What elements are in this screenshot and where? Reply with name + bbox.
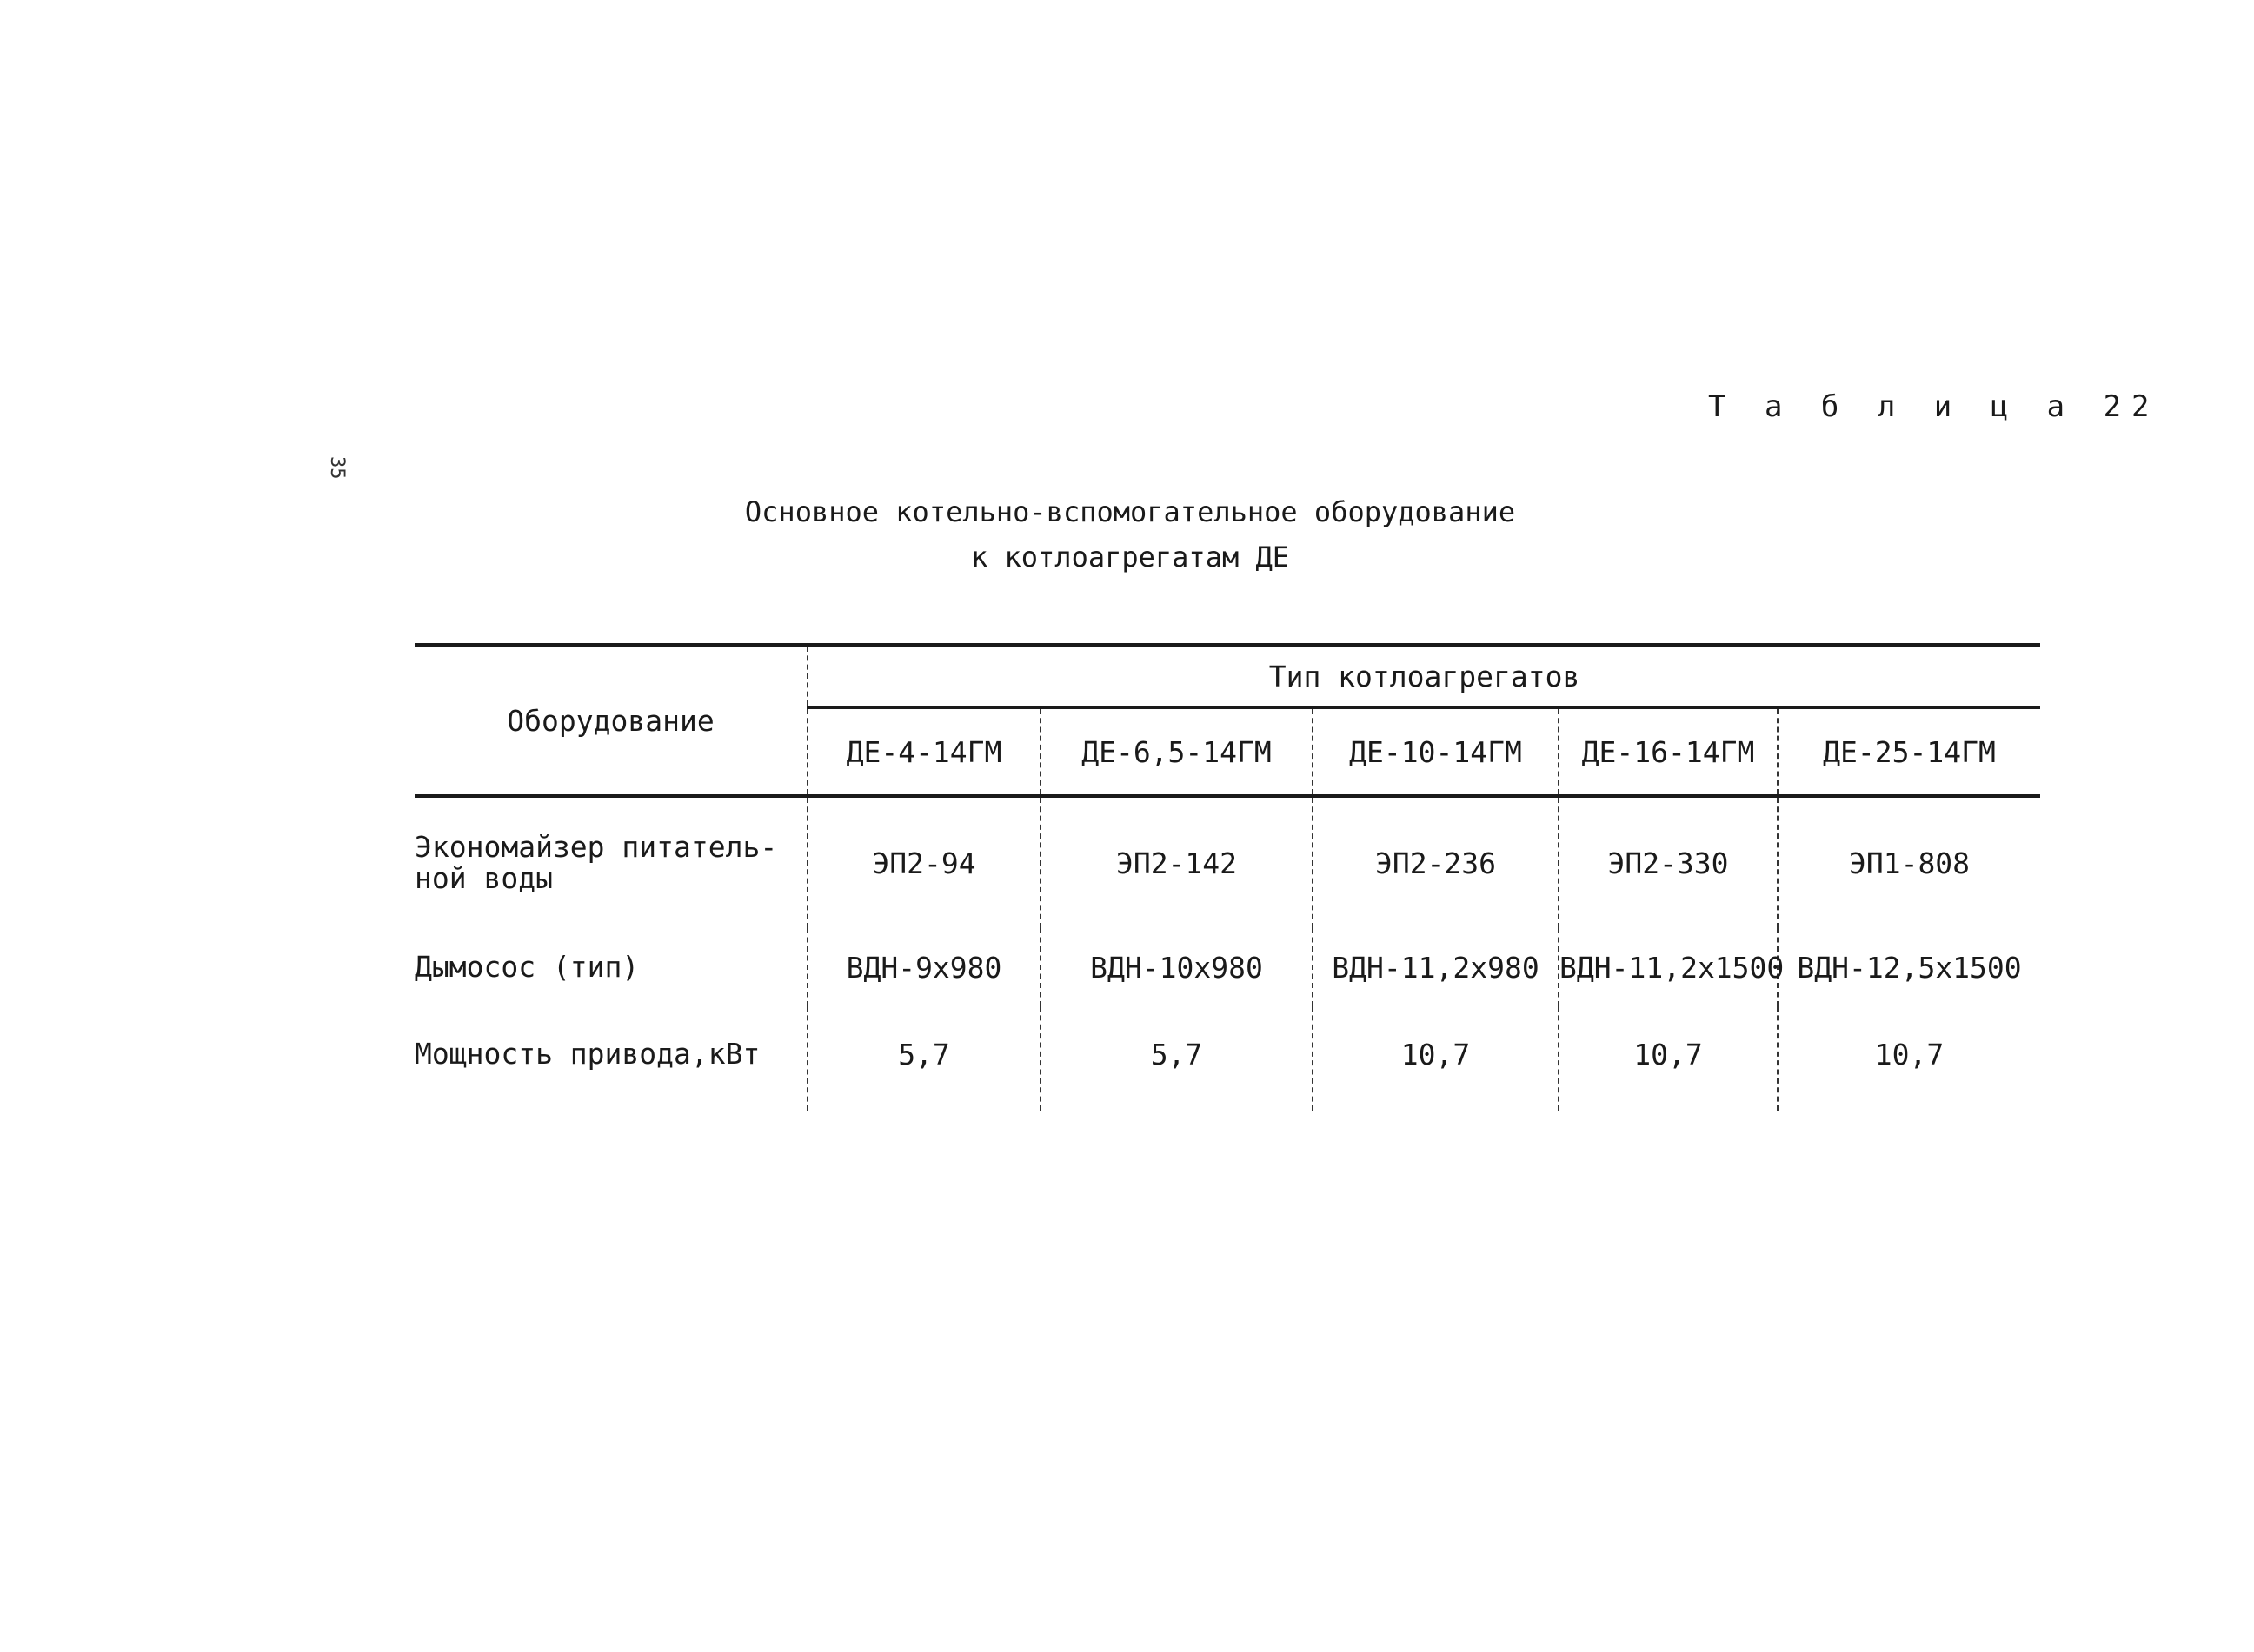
equipment-table bbox=[415, 643, 2040, 1111]
page-margin-mark: 35 bbox=[326, 456, 348, 480]
table-title-line-2: к котлоагрегатам ДЕ bbox=[970, 541, 1290, 574]
table-cell: ВДН-9х980 bbox=[808, 928, 1041, 1006]
row-label-line: Экономайзер питатель- bbox=[415, 830, 778, 864]
table-cell: ЭП2-142 bbox=[1041, 796, 1313, 928]
table-cell: ВДН-11,2х980 bbox=[1313, 928, 1559, 1006]
table-cell: 5,7 bbox=[808, 1006, 1041, 1111]
row-label-line: ной воды bbox=[415, 861, 553, 895]
table-title-line-1: Основное котельно-вспомогательное оборудование bbox=[744, 495, 1516, 528]
row-label-economizer bbox=[415, 796, 808, 928]
table-cell: ЭП2-94 bbox=[808, 796, 1041, 928]
table-cell: ЭП2-236 bbox=[1313, 796, 1559, 928]
column-header-de-4: ДЕ-4-14ГМ bbox=[808, 707, 1041, 796]
table-cell: ВДН-12,5х1500 bbox=[1778, 928, 2040, 1006]
table-row bbox=[415, 1006, 2040, 1111]
table-cell: 10,7 bbox=[1778, 1006, 2040, 1111]
column-header-de-25: ДЕ-25-14ГМ bbox=[1778, 707, 2040, 796]
table-cell: ВДН-10х980 bbox=[1041, 928, 1313, 1006]
table-number-label: Т а б л и ц а 22 bbox=[1708, 389, 2160, 424]
table-cell: 10,7 bbox=[1559, 1006, 1778, 1111]
table-cell: ЭП2-330 bbox=[1559, 796, 1778, 928]
table-cell: 5,7 bbox=[1041, 1006, 1313, 1111]
column-header-de-6-5: ДЕ-6,5-14ГМ bbox=[1041, 707, 1313, 796]
table-row bbox=[415, 928, 2040, 1006]
boiler-type-group-header: Тип котлоагрегатов bbox=[808, 645, 2040, 707]
table-row bbox=[415, 796, 2040, 928]
table-cell: ВДН-11,2х1500 bbox=[1559, 928, 1778, 1006]
table-cell: 10,7 bbox=[1313, 1006, 1559, 1111]
table-cell: ЭП1-808 bbox=[1778, 796, 2040, 928]
column-header-de-16: ДЕ-16-14ГМ bbox=[1559, 707, 1778, 796]
equipment-column-header: Оборудование bbox=[415, 645, 808, 796]
row-label-drive-power: Мощность привода,кВт bbox=[415, 1037, 761, 1071]
row-label-exhauster: Дымосос (тип) bbox=[415, 950, 640, 984]
column-header-de-10: ДЕ-10-14ГМ bbox=[1313, 707, 1559, 796]
